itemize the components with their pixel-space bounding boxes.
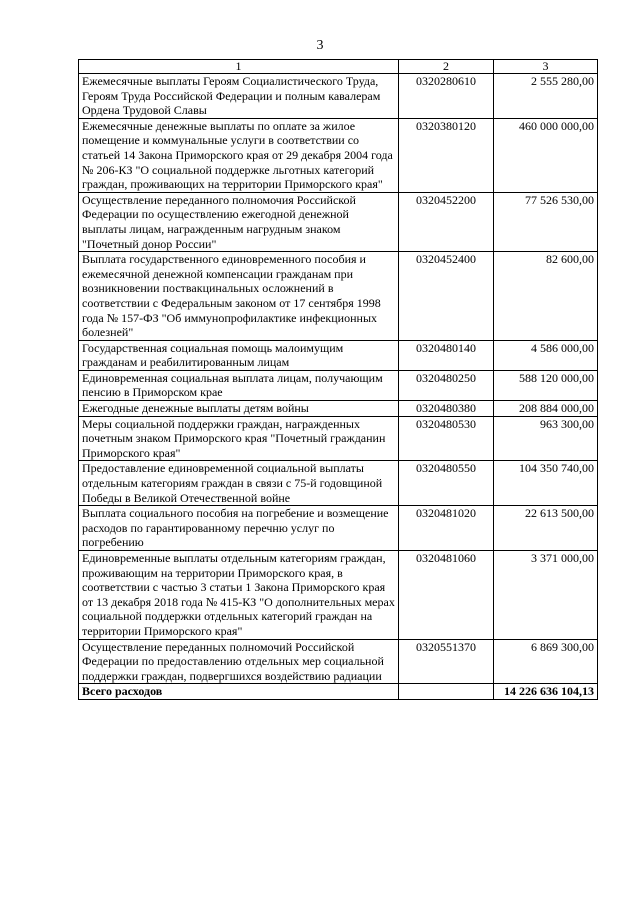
row-name: Выплата государственного единовременного пособия и ежемесячной денежной компенсации гражданам при возникновении поствакцинальных осложнений в соответствии с Федеральным законом от 17 сентября 1998 года № 157-ФЗ "Об иммунопрофилактике инфекционных болезней" (79, 252, 399, 341)
table-row (79, 74, 598, 119)
table-row (79, 416, 598, 461)
table-row (79, 118, 598, 192)
row-code: 0320280610 (399, 74, 494, 119)
table-row (79, 639, 598, 684)
row-name: Ежегодные денежные выплаты детям войны (79, 401, 399, 417)
total-amount: 14 226 636 104,13 (494, 684, 598, 700)
total-row (79, 684, 598, 700)
row-code: 0320481020 (399, 506, 494, 551)
expenditure-table (78, 59, 598, 700)
row-amount: 4 586 000,00 (494, 340, 598, 370)
row-name: Ежемесячные выплаты Героям Социалистического Труда, Героям Труда Российской Федерации и полным кавалерам Ордена Трудовой Славы (79, 74, 399, 119)
row-name: Осуществление переданного полномочия Российской Федерации по осуществлению ежегодной денежной выплаты лицам, награжденным нагрудным знаком "Почетный донор России" (79, 192, 399, 251)
row-name: Ежемесячные денежные выплаты по оплате за жилое помещение и коммунальные услуги в соответствии со статьей 14 Закона Приморского края от 29 декабря 2004 года № 206-КЗ "О социальной поддержке льготных категорий граждан, проживающих на территории Приморского края" (79, 118, 399, 192)
row-name: Предоставление единовременной социальной выплаты отдельным категориям граждан в связи с 75-й годовщиной Победы в Великой Отечественной войне (79, 461, 399, 506)
row-code: 0320551370 (399, 639, 494, 684)
row-amount: 2 555 280,00 (494, 74, 598, 119)
table-row (79, 252, 598, 341)
row-amount: 77 526 530,00 (494, 192, 598, 251)
table-row (79, 192, 598, 251)
row-name: Меры социальной поддержки граждан, награжденных почетным знаком Приморского края "Почетный гражданин Приморского края" (79, 416, 399, 461)
row-amount: 588 120 000,00 (494, 370, 598, 400)
row-amount: 22 613 500,00 (494, 506, 598, 551)
table-row (79, 370, 598, 400)
row-amount: 82 600,00 (494, 252, 598, 341)
column-header-3: 3 (494, 60, 598, 74)
row-amount: 6 869 300,00 (494, 639, 598, 684)
row-code: 0320452200 (399, 192, 494, 251)
row-code: 0320480550 (399, 461, 494, 506)
row-code: 0320480380 (399, 401, 494, 417)
total-code-empty (399, 684, 494, 700)
row-code: 0320452400 (399, 252, 494, 341)
row-name: Осуществление переданных полномочий Российской Федерации по предоставлению отдельных мер социальной поддержки граждан, подвергшихся воздействию радиации (79, 639, 399, 684)
row-name: Государственная социальная помощь малоимущим гражданам и реабилитированным лицам (79, 340, 399, 370)
row-amount: 208 884 000,00 (494, 401, 598, 417)
row-amount: 963 300,00 (494, 416, 598, 461)
row-code: 0320480530 (399, 416, 494, 461)
total-label: Всего расходов (79, 684, 399, 700)
table-row (79, 401, 598, 417)
row-amount: 3 371 000,00 (494, 551, 598, 640)
table-row (79, 551, 598, 640)
table-header-row (79, 60, 598, 74)
row-code: 0320480250 (399, 370, 494, 400)
row-code: 0320480140 (399, 340, 494, 370)
row-name: Единовременная социальная выплата лицам, получающим пенсию в Приморском крае (79, 370, 399, 400)
row-amount: 460 000 000,00 (494, 118, 598, 192)
column-header-2: 2 (399, 60, 494, 74)
table-row (79, 506, 598, 551)
table-row (79, 461, 598, 506)
table-row (79, 340, 598, 370)
page-number: 3 (316, 38, 324, 53)
row-code: 0320380120 (399, 118, 494, 192)
column-header-1: 1 (79, 60, 399, 74)
row-amount: 104 350 740,00 (494, 461, 598, 506)
row-code: 0320481060 (399, 551, 494, 640)
row-name: Выплата социального пособия на погребение и возмещение расходов по гарантированному перечню услуг по погребению (79, 506, 399, 551)
row-name: Единовременные выплаты отдельным категориям граждан, проживающим на территории Приморского края, в соответствии с частью 3 статьи 1 Закона Приморского края от 13 декабря 2018 года № 415-КЗ "О дополнительных мерах социальной поддержки отдельных категорий граждан на территории Приморского края" (79, 551, 399, 640)
